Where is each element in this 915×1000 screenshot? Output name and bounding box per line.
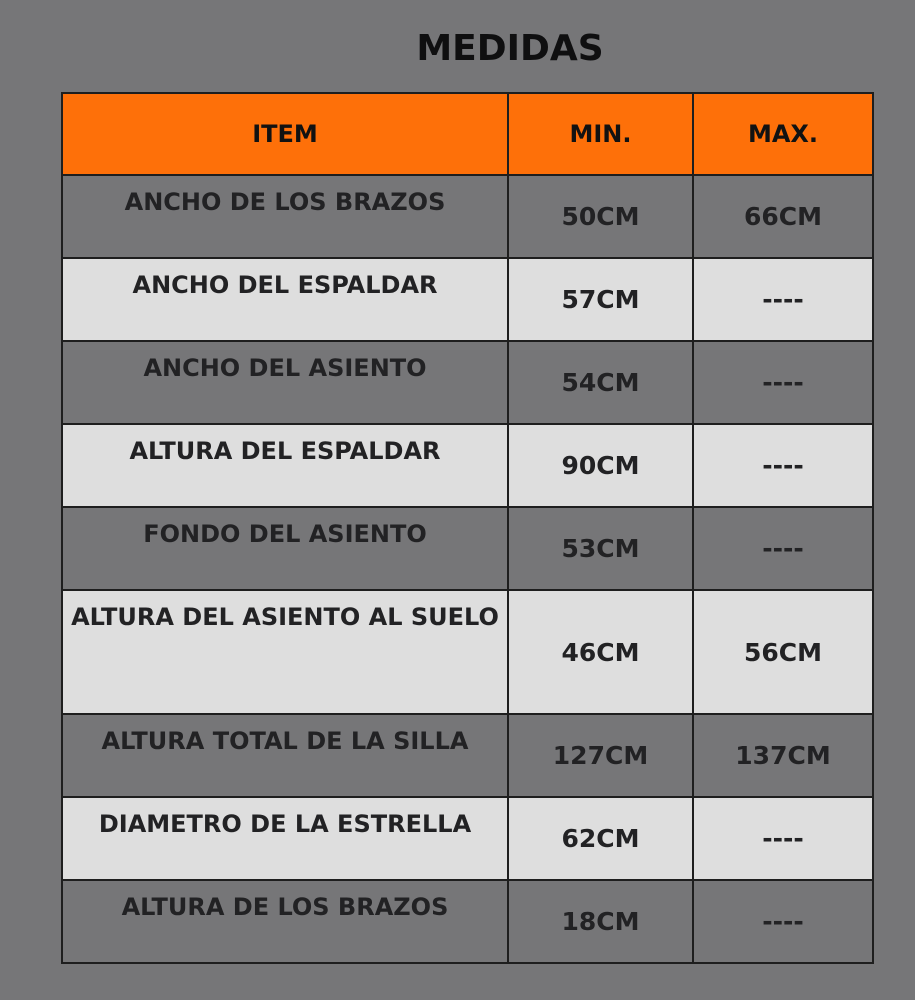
- row-min: 18CM: [508, 880, 693, 963]
- row-min: 50CM: [508, 175, 693, 258]
- row-max: 56CM: [693, 590, 873, 714]
- row-item: FONDO DEL ASIENTO: [62, 507, 508, 590]
- table-row: [62, 507, 873, 590]
- row-max: ----: [693, 797, 873, 880]
- row-max: ----: [693, 507, 873, 590]
- row-item: DIAMETRO DE LA ESTRELLA: [62, 797, 508, 880]
- table-row: [62, 714, 873, 797]
- table-row: [62, 797, 873, 880]
- row-min: 54CM: [508, 341, 693, 424]
- row-max: ----: [693, 424, 873, 507]
- row-item: ALTURA DEL ASIENTO AL SUELO: [62, 590, 508, 714]
- table-row: [62, 424, 873, 507]
- page-title: MEDIDAS: [416, 28, 604, 69]
- measurements-table: [61, 92, 874, 964]
- row-item: ANCHO DEL ASIENTO: [62, 341, 508, 424]
- table-row: [62, 175, 873, 258]
- row-item: ANCHO DEL ESPALDAR: [62, 258, 508, 341]
- row-max: ----: [693, 880, 873, 963]
- row-max: ----: [693, 341, 873, 424]
- row-item: ALTURA DEL ESPALDAR: [62, 424, 508, 507]
- row-max: ----: [693, 258, 873, 341]
- table-row: [62, 880, 873, 963]
- table-row: [62, 590, 873, 714]
- table-header-row: [62, 93, 873, 175]
- header-max: MAX.: [693, 93, 873, 175]
- row-max: 66CM: [693, 175, 873, 258]
- row-item: ALTURA DE LOS BRAZOS: [62, 880, 508, 963]
- row-min: 90CM: [508, 424, 693, 507]
- header-min: MIN.: [508, 93, 693, 175]
- row-min: 127CM: [508, 714, 693, 797]
- row-min: 53CM: [508, 507, 693, 590]
- row-min: 57CM: [508, 258, 693, 341]
- row-min: 62CM: [508, 797, 693, 880]
- table-row: [62, 258, 873, 341]
- row-item: ALTURA TOTAL DE LA SILLA: [62, 714, 508, 797]
- header-item: ITEM: [62, 93, 508, 175]
- row-max: 137CM: [693, 714, 873, 797]
- table-row: [62, 341, 873, 424]
- row-min: 46CM: [508, 590, 693, 714]
- row-item: ANCHO DE LOS BRAZOS: [62, 175, 508, 258]
